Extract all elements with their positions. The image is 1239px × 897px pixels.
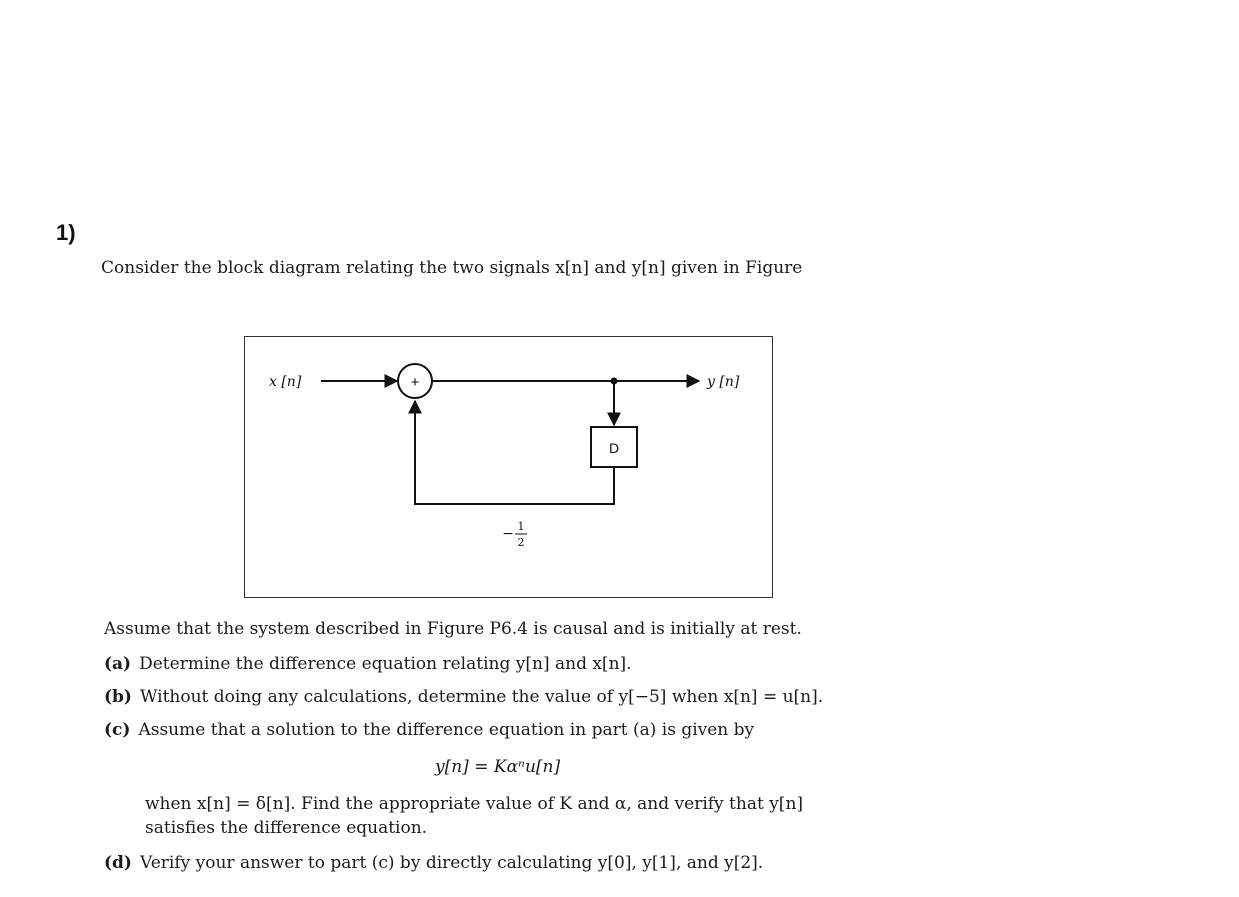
part-b-label: (b) <box>104 687 132 707</box>
part-c-text: Assume that a solution to the difference equation in part (a) is given by <box>138 720 755 740</box>
part-c-continuation-2: satisfies the difference equation. <box>145 818 428 838</box>
part-c-label: (c) <box>104 720 131 740</box>
question-intro: Consider the block diagram relating the two signals x[n] and y[n] given in Figure <box>101 258 803 278</box>
part-b <box>104 687 823 707</box>
solution-equation: y[n] = Kαⁿu[n] <box>435 757 561 777</box>
part-d <box>104 853 763 873</box>
assumption-text: Assume that the system described in Figure P6.4 is causal and is initially at rest. <box>104 619 802 639</box>
part-d-text: Verify your answer to part (c) by directly calculating y[0], y[1], and y[2]. <box>139 853 764 873</box>
delay-label: D <box>608 440 620 456</box>
output-label: y [n] <box>707 374 740 390</box>
input-label: x [n] <box>269 374 302 390</box>
gain-numerator: 1 <box>517 520 525 533</box>
part-c-continuation-1: when x[n] = δ[n]. Find the appropriate value of K and α, and verify that y[n] <box>145 794 804 814</box>
feedback-path <box>415 401 614 504</box>
gain-sign: − <box>502 526 514 542</box>
gain-denominator: 2 <box>517 536 525 549</box>
part-a <box>104 654 632 674</box>
block-diagram <box>245 337 774 599</box>
block-diagram-figure <box>244 336 773 598</box>
part-a-text: Determine the difference equation relating y[n] and x[n]. <box>139 654 632 674</box>
part-d-label: (d) <box>104 853 132 873</box>
adder-symbol: + <box>410 374 420 391</box>
question-number: 1) <box>56 220 76 245</box>
part-c <box>104 720 754 740</box>
part-a-label: (a) <box>104 654 132 674</box>
part-b-text: Without doing any calculations, determine the value of y[−5] when x[n] = u[n]. <box>139 687 824 707</box>
